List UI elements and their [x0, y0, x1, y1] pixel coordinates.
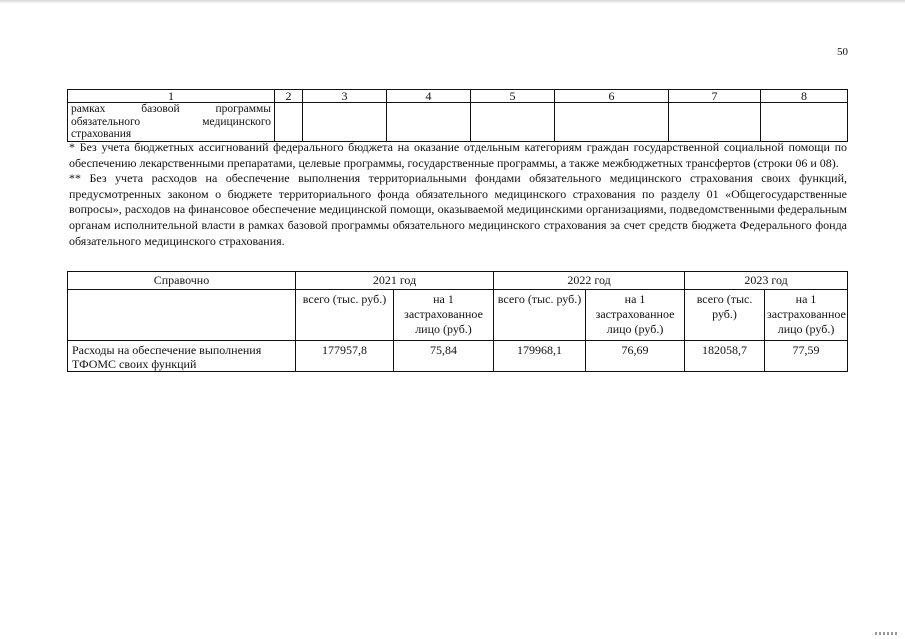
- value-cell: 179968,1: [494, 341, 586, 372]
- table-cell: [387, 103, 471, 142]
- column-number: 4: [387, 90, 471, 103]
- column-number: 1: [68, 90, 275, 103]
- column-number: 3: [303, 90, 387, 103]
- table-cell: [471, 103, 555, 142]
- value-cell: 76,69: [586, 341, 685, 372]
- table-cell: [669, 103, 761, 142]
- page-number: 50: [837, 46, 848, 58]
- table-cell: [761, 103, 848, 142]
- subheader-per-insured: на 1 застрахованное лицо (руб.): [765, 290, 848, 341]
- subheader-total: всего (тыс. руб.): [296, 290, 394, 341]
- year-header-2021: 2021 год: [296, 272, 494, 290]
- scan-artifact: [875, 632, 899, 635]
- row-label: рамках базовой программы обязательного медицинского страхования: [68, 103, 275, 142]
- column-number: 2: [275, 90, 303, 103]
- value-cell: 77,59: [765, 341, 848, 372]
- year-header-row: [68, 272, 848, 290]
- reference-table: [67, 271, 848, 372]
- continuation-table: [67, 89, 848, 142]
- footnotes: [69, 140, 847, 249]
- subheader-per-insured: на 1 застрахованное лицо (руб.): [394, 290, 494, 341]
- table-cell: [303, 103, 387, 142]
- scan-edge: [0, 0, 905, 4]
- year-header-2022: 2022 год: [494, 272, 685, 290]
- column-number: 5: [471, 90, 555, 103]
- subheader-total: всего (тыс. руб.): [494, 290, 586, 341]
- row-label: Расходы на обеспечение выполнения ТФОМС своих функций: [68, 341, 296, 372]
- footnote-2: ** Без учета расходов на обеспечение выполнения территориальными фондами обязательного медицинского страхования своих функций, предусмотренных законом о бюджете территориального фонда обязательного медицинского страхования по разделу 01 «Общегосударственные вопросы», расходов на финансовое обеспечение медицинской помощи, оказываемой медицинскими организациями, подведомственными федеральным органам исполнительной власти в рамках базовой программы обязательного медицинского страхования за счет средств бюджета Федерального фонда обязательного медицинского страхования.: [69, 171, 847, 248]
- empty-subheader: [68, 290, 296, 341]
- table-cell: [275, 103, 303, 142]
- column-number-row: [68, 90, 848, 103]
- footnote-1: * Без учета бюджетных ассигнований федерального бюджета на оказание отдельным категориям граждан государственной социальной помощи по обеспечению лекарственными препаратами, целевые программы, государственные программы, а также межбюджетных трансфертов (строки 06 и 08).: [69, 140, 847, 170]
- value-cell: 177957,8: [296, 341, 394, 372]
- year-header-2023: 2023 год: [685, 272, 848, 290]
- table-cell: [555, 103, 669, 142]
- column-number: 7: [669, 90, 761, 103]
- subheader-total: всего (тыс. руб.): [685, 290, 765, 341]
- column-number: 8: [761, 90, 848, 103]
- subheader-per-insured: на 1 застрахованное лицо (руб.): [586, 290, 685, 341]
- table-row: [68, 341, 848, 372]
- subheader-row: [68, 290, 848, 341]
- value-cell: 75,84: [394, 341, 494, 372]
- column-number: 6: [555, 90, 669, 103]
- table-row: [68, 103, 848, 142]
- value-cell: 182058,7: [685, 341, 765, 372]
- reference-label-header: Справочно: [68, 272, 296, 290]
